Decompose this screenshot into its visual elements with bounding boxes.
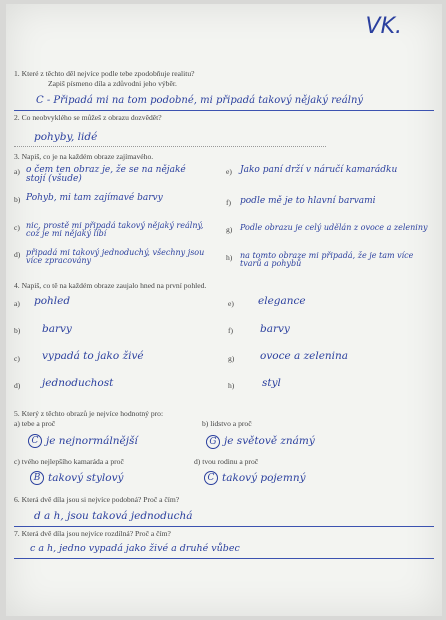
q5-b-letter: G bbox=[206, 435, 220, 449]
question-6: 6. Která dvě díla jsou si nejvíce podobná? Proč a čím? bbox=[14, 495, 180, 504]
answer-6: d a h, jsou taková jednoduchá bbox=[34, 510, 193, 522]
answer-6-underline bbox=[14, 526, 434, 527]
q3-e-letter: e) bbox=[226, 167, 232, 176]
q3-g-letter: g) bbox=[226, 225, 233, 234]
question-1: 1. Které z těchto děl nejvíce podle tebe zpodobňuje realitu? bbox=[14, 69, 195, 78]
q4-e-letter: e) bbox=[228, 299, 234, 308]
worksheet-page bbox=[6, 4, 442, 616]
question-4: 4. Napiš, co tě na každém obraze zaujalo hned na první pohled. bbox=[14, 281, 207, 290]
q4-g-answer: ovoce a zelenina bbox=[260, 350, 349, 362]
q4-h-letter: h) bbox=[228, 381, 235, 390]
q5-c-label: c) tvého nejlepšího kamaráda a proč bbox=[14, 457, 124, 466]
question-1-instruction: Zapiš písmeno díla a zdůvodni jeho výběr. bbox=[48, 79, 177, 88]
question-2: 2. Co neobvyklého se můžeš z obrazu dozvědět? bbox=[14, 113, 162, 122]
q4-h-answer: styl bbox=[262, 377, 281, 389]
q3-g-answer: Podle obrazu je celý udělán z ovoce a zeleniny bbox=[240, 223, 428, 232]
q3-f-letter: f) bbox=[226, 198, 232, 207]
answer-7-underline bbox=[14, 558, 434, 559]
q5-a-answer: je nejnormálnější bbox=[46, 435, 138, 447]
answer-7: c a h, jedno vypadá jako živé a druhé vůbec bbox=[30, 543, 240, 554]
q4-d-letter: d) bbox=[14, 381, 21, 390]
answer-2: pohyby, lidé bbox=[34, 131, 98, 143]
q5-a-label: a) tebe a proč bbox=[14, 419, 56, 428]
q5-b-answer: je světově známý bbox=[224, 435, 315, 447]
q5-d-answer: takový pojemný bbox=[222, 472, 306, 484]
q5-d-label: d) tvou rodinu a proč bbox=[194, 457, 259, 466]
q4-a-answer: pohled bbox=[34, 295, 71, 307]
question-3: 3. Napiš, co je na každém obraze zajímavého. bbox=[14, 152, 154, 161]
answer-1: C - Připadá mi na tom podobné, mi připadá takový nějaký reálný bbox=[36, 95, 364, 106]
q4-c-letter: c) bbox=[14, 354, 20, 363]
q3-c-letter: c) bbox=[14, 223, 20, 232]
answer-2-line bbox=[14, 146, 326, 147]
q3-h-letter: h) bbox=[226, 253, 233, 262]
q3-b-answer: Pohyb, mi tam zajímavé barvy bbox=[26, 193, 163, 203]
q3-a-letter: a) bbox=[14, 167, 20, 176]
q4-a-letter: a) bbox=[14, 299, 20, 308]
q3-f-answer: podle mě je to hlavní barvami bbox=[240, 196, 376, 206]
q5-d-letter: C bbox=[204, 471, 218, 485]
q4-f-answer: barvy bbox=[260, 323, 290, 335]
q4-g-letter: g) bbox=[228, 354, 235, 363]
q5-c-letter: B bbox=[30, 471, 44, 485]
question-5: 5. Který z těchto obrazů je nejvíce hodnotný pro: bbox=[14, 409, 164, 418]
q3-a-answer: o čem ten obraz je, že se na nějaké stojí (všude) bbox=[26, 165, 186, 184]
q5-b-label: b) lidstvo a proč bbox=[202, 419, 252, 428]
q5-a-letter: C bbox=[28, 434, 42, 448]
q3-b-letter: b) bbox=[14, 195, 21, 204]
q4-e-answer: elegance bbox=[258, 295, 306, 307]
q3-d-letter: d) bbox=[14, 250, 21, 259]
q3-h-answer: na tomto obraze mi připadá, že je tam více tvarů a pohybů bbox=[240, 251, 414, 268]
q4-b-letter: b) bbox=[14, 326, 21, 335]
q4-d-answer: jednoduchost bbox=[42, 377, 114, 389]
answer-1-underline bbox=[14, 110, 434, 111]
q4-f-letter: f) bbox=[228, 326, 234, 335]
q4-c-answer: vypadá to jako živé bbox=[42, 350, 144, 362]
q3-c-answer: nic, prostě mi připadá takový nějaký reálný, což je mi nějaký líbí bbox=[26, 221, 204, 238]
student-initials: VK. bbox=[365, 14, 402, 39]
question-7: 7. Která dvě díla jsou nejvíce rozdílná? Proč a čím? bbox=[14, 529, 171, 538]
q3-d-answer: připadá mi takový jednoduchý, všechny jsou více zpracovány bbox=[26, 248, 205, 265]
q3-e-answer: Jako paní drží v náručí kamarádku bbox=[240, 165, 398, 175]
q4-b-answer: barvy bbox=[42, 323, 72, 335]
q5-c-answer: takový stylový bbox=[48, 472, 124, 484]
